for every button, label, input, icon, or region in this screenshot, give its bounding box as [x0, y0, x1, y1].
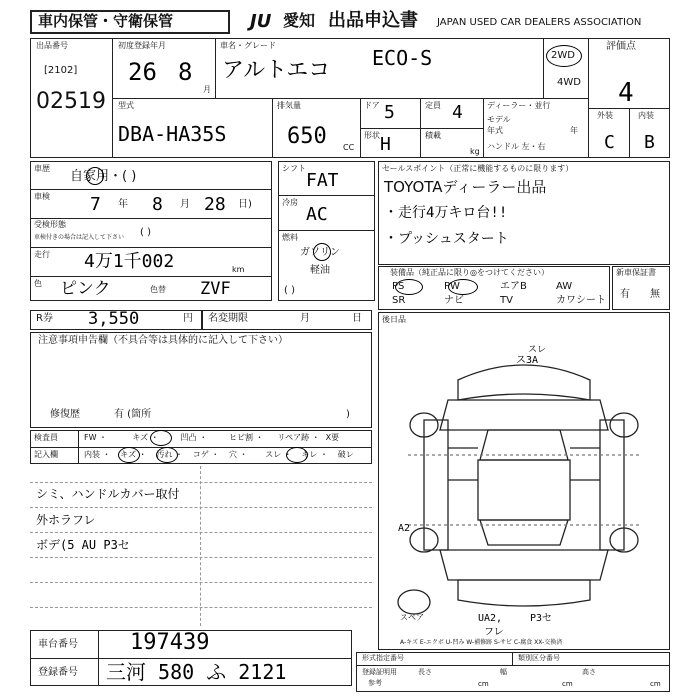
km-unit: km	[232, 265, 245, 274]
checker-item: 汚れ ・	[156, 450, 184, 459]
warranty-yes: 有	[620, 289, 630, 300]
ref-label: 参考	[368, 679, 382, 687]
score-label: 評価点	[606, 41, 636, 52]
repair-value: 有 (箇所	[114, 409, 152, 420]
doors-value: 5	[384, 102, 395, 123]
inspection-month-unit: 月	[180, 199, 190, 210]
spare-label: スペア	[400, 613, 424, 622]
model-grade: ECO-S	[372, 46, 433, 70]
writing-line	[30, 482, 372, 483]
color-value: ピンク	[60, 279, 111, 299]
width-label: 幅	[500, 668, 507, 676]
scratch-circle	[118, 447, 140, 463]
front-mark-2: ス3A	[516, 355, 539, 366]
tax-unit: 円	[183, 313, 193, 324]
checker-item: リペア跡 ・	[277, 433, 320, 442]
side-mark: A2	[398, 523, 411, 534]
ac-value: AC	[306, 204, 328, 225]
chassis-value: 197439	[130, 630, 210, 655]
writing-line	[30, 607, 372, 608]
inspection-label: 車検	[34, 192, 50, 201]
note-line-3: ボデ(5 AU P3セ	[36, 538, 130, 552]
writing-line	[30, 532, 372, 533]
mode-label: 形式指定番号	[362, 654, 404, 662]
inspection-day: 28	[204, 194, 226, 215]
prefecture: 愛知	[283, 11, 316, 30]
warranty-label: 新車保証書	[616, 268, 656, 277]
receipt-value: ( )	[140, 227, 151, 238]
interior-score: B	[644, 132, 655, 153]
name-change-label: 名変期限	[208, 313, 248, 324]
inspection-year: 7	[90, 194, 101, 215]
damage-legend: A-キズ E-エクボ U-凹み W-補修跡 S-サビ C-腐食 XX-交換済	[400, 639, 563, 646]
inspection-day-unit: 日)	[238, 199, 252, 210]
load-unit: kg	[470, 147, 480, 156]
writing-line	[30, 557, 372, 558]
checker-item: キズ ・	[132, 433, 159, 442]
fuel-other: ( )	[284, 285, 295, 296]
overall-score: 4	[618, 78, 634, 108]
first-reg-label: 初度登録年月	[118, 41, 166, 50]
model-label: 車名・グレード	[220, 41, 276, 50]
ju-logo: JU	[250, 11, 272, 32]
exterior-label: 外装	[597, 111, 613, 120]
checker-item: 凹凸 ・	[180, 433, 208, 442]
capacity-value: 4	[452, 102, 463, 123]
checker-label: 検査員	[34, 433, 58, 442]
plate-value: 三河 580 ふ 2121	[106, 660, 287, 684]
displacement-value: 650	[287, 124, 327, 149]
tax-label: R券	[36, 313, 53, 324]
writing-line	[30, 507, 372, 508]
equipment-item: ナビ	[444, 295, 464, 306]
type-value: DBA-HA35S	[118, 122, 227, 146]
tax-value: 3,550	[88, 309, 140, 329]
storage-stamp-text: 車内保管・守衛保管	[38, 12, 174, 30]
plate-label: 登録番号	[38, 667, 78, 678]
displacement-label: 排気量	[277, 101, 301, 110]
equipment-item: TV	[500, 295, 513, 306]
dealer-label: ディーラー・並行	[487, 101, 551, 110]
receipt-label: 受検形態	[34, 220, 66, 229]
receipt-note: 車検付きの場合は記入して下さい	[34, 234, 125, 241]
rear-mark-3: フレ	[484, 627, 504, 638]
ac-label: 冷房	[282, 198, 298, 207]
chassis-label: 車台番号	[38, 639, 78, 650]
equipment-circle	[448, 279, 478, 295]
sales-point-1: TOYOTAディーラー出品	[384, 178, 547, 196]
rear-items-label: 後日品	[382, 315, 406, 324]
fuel-label: 燃料	[282, 233, 298, 242]
equipment-item: カワシート	[556, 295, 606, 306]
inspection-year-unit: 年	[118, 199, 128, 210]
model-name: アルトエコ	[222, 58, 331, 83]
equipment-item: AW	[556, 281, 573, 292]
checker-item: X要	[325, 433, 340, 442]
checker-item: 穴 ・	[229, 450, 248, 459]
equipment-item: SR	[392, 295, 406, 306]
stain-circle	[156, 447, 178, 463]
lot-label: 出品番号	[36, 41, 68, 50]
shape-label: 形状	[364, 131, 380, 140]
checker-item: 破レ	[337, 450, 354, 459]
lot-number: 02519	[36, 89, 106, 114]
mileage-label: 走行	[34, 250, 50, 259]
dent-circle	[150, 430, 172, 446]
checker-item: キレ ・	[301, 450, 328, 459]
equipment-item: エアB	[500, 281, 527, 292]
equipment-item: PS	[392, 281, 405, 292]
cert-label: 登録証明用	[362, 668, 397, 676]
equipment-circle	[395, 279, 423, 295]
cm-unit-1: cm	[478, 680, 489, 688]
color-code: ZVF	[200, 279, 231, 299]
color-change-label: 色替	[150, 285, 166, 294]
form-title: 出品申込書	[328, 10, 418, 31]
writing-line	[30, 582, 372, 583]
doors-label: ドア	[364, 101, 380, 110]
inspection-month: 8	[152, 194, 163, 215]
steering-label: ハンドル 左・右	[487, 142, 546, 151]
rear-mark-1: UA2,	[478, 613, 503, 624]
fuel-diesel: 軽油	[310, 265, 330, 276]
year-unit: 年	[570, 126, 578, 135]
repair-close: )	[346, 409, 350, 420]
load-label: 積載	[425, 131, 441, 140]
shape-value: H	[380, 134, 391, 155]
history-value: 自家用・( )	[70, 169, 137, 184]
checker-item: 内装 ・	[84, 450, 111, 459]
first-reg-year: 26	[128, 58, 157, 86]
checker-item: スレ ・	[265, 450, 292, 459]
association-name: JAPAN USED CAR DEALERS ASSOCIATION	[437, 17, 642, 28]
class-label: 類別区分番号	[518, 654, 560, 662]
checker-item: キズ ・	[120, 450, 147, 459]
checker-item: FW ・	[84, 433, 108, 442]
4wd-label: 4WD	[557, 77, 581, 88]
model-year-label: モデル	[487, 115, 511, 124]
rear-mark-2: P3セ	[530, 613, 553, 624]
scuff-circle	[286, 447, 308, 463]
exterior-score: C	[604, 132, 615, 153]
shift-value: FAT	[306, 170, 339, 191]
repair-label: 修復歴	[50, 409, 80, 420]
notes-label: 注意事項申告欄（不具合等は具体的に記入して下さい）	[38, 335, 288, 346]
cc-unit: CC	[343, 143, 355, 152]
equipment-item: PW	[444, 281, 460, 292]
fill-label: 記入欄	[34, 450, 58, 459]
checker-item: ヒビ割 ・	[229, 433, 264, 442]
sales-point-2: ・走行4万キロ台!!	[384, 205, 508, 221]
month-unit: 月	[203, 85, 211, 94]
fuel-gasoline: ガソリン	[300, 247, 340, 258]
sales-points-label: セールスポイント（正常に機能するものに限ります）	[382, 164, 574, 173]
equipment-label: 装備品（純正品に限り◎をつけてください）	[390, 268, 549, 277]
lot-sub: [2102]	[44, 65, 78, 76]
name-change-month: 月	[300, 313, 310, 324]
name-change-day: 日	[352, 313, 362, 324]
private-circle	[86, 167, 104, 185]
history-label: 車歴	[34, 164, 50, 173]
warranty-no: 無	[650, 289, 660, 300]
interior-label: 内装	[638, 111, 654, 120]
mileage-value: 4万1千002	[84, 251, 175, 272]
2wd-label: 2WD	[551, 50, 575, 61]
cm-unit-2: cm	[562, 680, 573, 688]
height-label: 高さ	[582, 668, 596, 676]
sales-point-3: ・プッシュスタート	[384, 231, 509, 247]
checker-item: コゲ ・	[192, 450, 220, 459]
car-damage-diagram	[378, 330, 670, 640]
front-mark-1: スレ	[528, 345, 547, 355]
color-label: 色	[34, 279, 42, 288]
cm-unit-3: cm	[650, 680, 661, 688]
type-label: 型式	[118, 101, 134, 110]
year-label: 年式	[487, 126, 503, 135]
length-label: 長さ	[418, 668, 432, 676]
note-line-2: 外ホラフレ	[36, 513, 96, 527]
first-reg-month: 8	[178, 58, 193, 86]
note-line-1: シミ、ハンドルカバー取付	[36, 487, 180, 501]
capacity-label: 定員	[425, 101, 441, 110]
shift-label: シフト	[282, 164, 306, 173]
